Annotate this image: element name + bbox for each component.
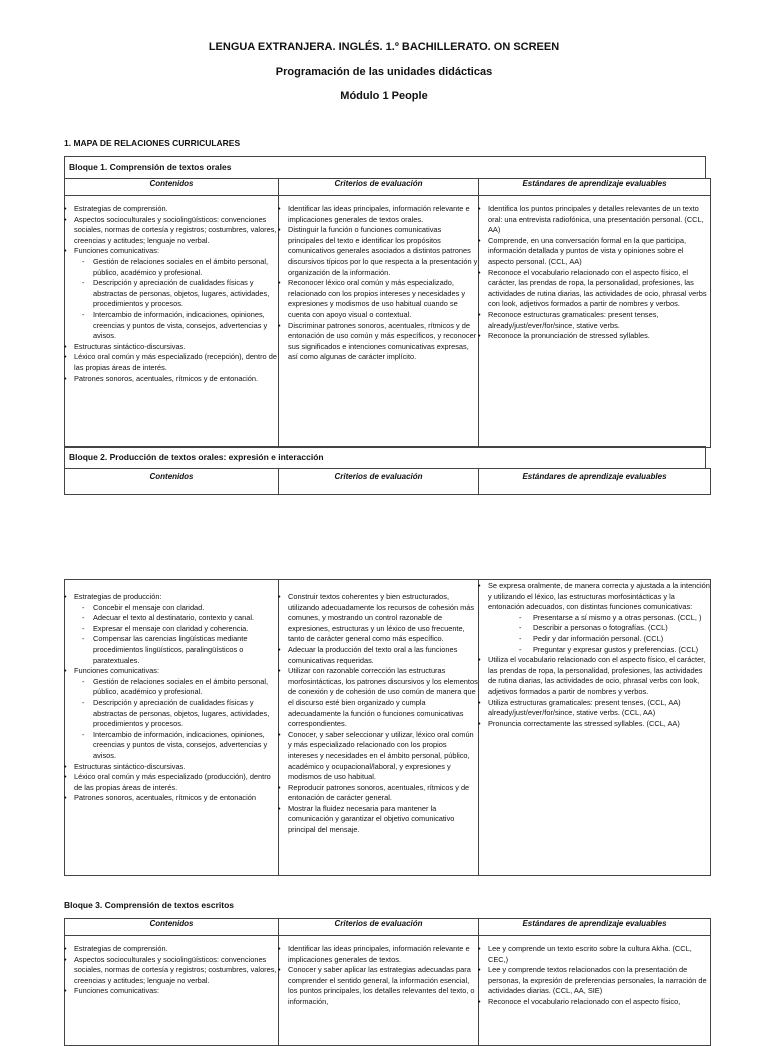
column-criterios: Criterios de evaluación [279,919,479,936]
list-item: - Concebir el mensaje con claridad. [65,603,278,614]
list-item: - Preguntar y expresar gustos y preferencias. (CCL) [479,645,710,656]
block-3-criterios [279,944,478,1008]
block-3-table [64,918,711,1046]
block-2-estandares [479,581,710,729]
list-item: • Comprende, en una conversación formal en la que participa, información detallada y puntos de vista y opiniones sobre el aspecto personal. (CCL, AA) [479,236,710,268]
list-item: • Construir textos coherentes y bien estructurados, utilizando adecuadamente los recursos de cohesión más comunes, y mostrando un control razonable de expresiones, estructuras y un léxico de uso frecuente, tanto de carácter general como más específico. [279,592,478,645]
list-item: • Lee y comprende un texto escrito sobre la cultura Akha. (CCL, CEC,) [479,944,710,965]
list-item: • Léxico oral común y más especializado (recepción), dentro de las propias áreas de interés. [65,352,278,373]
list-item: - Adecuar el texto al destinatario, contexto y canal. [65,613,278,624]
list-item: • Patrones sonoros, acentuales, rítmicos y de entonación. [65,374,278,385]
list-item: • Lee y comprende textos relacionados con la presentación de personas, la expresión de preferencias personales, la narración de actividades diarias. (CCL, AA, SIE) [479,965,710,997]
list-item: - Describir a personas o fotografías. (CCL) [479,623,710,634]
list-item: • Funciones comunicativas: [65,246,278,257]
list-item: • Pronuncia correctamente las stressed syllables. (CCL, AA) [479,719,710,730]
list-item: • Utilizar con razonable corrección las estructuras morfosintácticas, los patrones discursivos y los elementos de conexión y de cohesión de uso común de manera que el discurso esté bien organizado y cumpla adecuadamente la función o funciones comunicativas correspondientes. [279,666,478,730]
list-item: • Identificar las ideas principales, información relevante e implicaciones generales de textos. [279,944,478,965]
list-item: - Gestión de relaciones sociales en el ámbito personal, público, académico y profesional. [65,677,278,698]
list-item: • Reconoce estructuras gramaticales: present tenses, already/just/ever/for/since, stative verbs. [479,310,710,331]
document-title: LENGUA EXTRANJERA. INGLÉS. 1.º BACHILLERATO. ON SCREEN [208,41,560,53]
list-item: • Reconoce la pronunciación de stressed syllables. [479,331,710,342]
block-2-criterios [279,592,478,836]
block-2-table [64,579,711,876]
block-3-title: Bloque 3. Comprensión de textos escritos [64,900,235,910]
column-estandares: Estándares de aprendizaje evaluables [479,919,711,936]
list-item: - Pedir y dar información personal. (CCL) [479,634,710,645]
list-item: - Gestión de relaciones sociales en el ámbito personal, público, académico y profesional. [65,257,278,278]
list-item: - Compensar las carencias lingüísticas mediante procedimientos lingüísticos, paralingüísticos o paratextuales. [65,634,278,666]
list-item: • Estrategias de producción: [65,592,278,603]
list-item: • Conocer y saber aplicar las estrategias adecuadas para comprender el sentido general, la información esencial, los puntos principales, los detalles relevantes del texto, o información, [279,965,478,1007]
list-item: - Descripción y apreciación de cualidades físicas y abstractas de personas, objetos, lugares, actividades, procedimientos y procesos. [65,698,278,730]
column-contenidos: Contenidos [65,919,279,936]
block-1-criterios [279,204,478,363]
list-item: • Patrones sonoros, acentuales, rítmicos y de entonación [65,793,278,804]
block-2-contenidos [65,592,278,804]
list-item: • Mostrar la fluidez necesaria para mantener la comunicación y garantizar el objetivo comunicativo principal del mensaje. [279,804,478,836]
list-item: • Estructuras sintáctico-discursivas. [65,342,278,353]
list-item: • Adecuar la producción del texto oral a las funciones comunicativas requeridas. [279,645,478,666]
list-item: • Aspectos socioculturales y sociolingüísticos: convenciones sociales, normas de cortesía y registros; costumbres, valores, creencias y actitudes; lenguaje no verbal. [65,215,278,247]
list-item: • Aspectos socioculturales y sociolingüísticos: convenciones sociales, normas de cortesía y registros; costumbres, valores, creencias y actitudes; lenguaje no verbal. [65,955,278,987]
column-contenidos: Contenidos [65,179,279,196]
block-2-title: Bloque 2. Producción de textos orales: expresión e interacción [64,446,706,468]
list-item: • Funciones comunicativas: [65,986,278,997]
list-item: • Funciones comunicativas: [65,666,278,677]
column-estandares: Estándares de aprendizaje evaluables [479,469,711,495]
module-title: Módulo 1 People [340,90,428,102]
list-item: • Discriminar patrones sonoros, acentuales, rítmicos y de entonación de uso común y más específicos, y reconocer sus significados e intenciones comunicativas expresas, así como algunas de carácter implícito. [279,321,478,363]
list-item: • Estructuras sintáctico-discursivas. [65,762,278,773]
block-1-table [64,178,711,448]
list-item: • Conocer, y saber seleccionar y utilizar, léxico oral común y más especializado relacionado con los propios intereses y necesidades en el ámbito personal, público, académico y ocupacional/laboral, y expresiones y modismos de uso habitual. [279,730,478,783]
list-item: • Léxico oral común y más especializado (producción), dentro de las propias áreas de interés. [65,772,278,793]
list-item: • Distinguir la función o funciones comunicativas principales del texto e identificar los propósitos comunicativos generales asociados a distintos patrones discursivos típicos por lo que respecta a la presentación y organización de la información. [279,225,478,278]
list-item: - Descripción y apreciación de cualidades físicas y abstractas de personas, objetos, lugares, actividades, procedimientos y procesos. [65,278,278,310]
list-item: - Presentarse a sí mismo y a otras personas. (CCL, ) [479,613,710,624]
list-item: • Se expresa oralmente, de manera correcta y ajustada a la intención y utilizando el léxico, las estructuras morfosintácticas y la entonación adecuados, con distintas funciones comunicativas: [479,581,710,613]
list-item: • Reconocer léxico oral común y más especializado, relacionado con los propios intereses y necesidades y expresiones y modismos de uso habitual cuando se cuenta con apoyo visual o contextual. [279,278,478,320]
column-criterios: Criterios de evaluación [279,179,479,196]
block-3-estandares [479,944,710,1008]
list-item: - Intercambio de información, indicaciones, opiniones, creencias y puntos de vista, consejos, advertencias y avisos. [65,310,278,342]
column-contenidos: Contenidos [65,469,279,495]
list-item: • Reconoce el vocabulario relacionado con el aspecto físico, [479,997,710,1008]
list-item: • Reconoce el vocabulario relacionado con el aspecto físico, el carácter, las prendas de ropa, la personalidad, profesiones, las actividades de rutina diarias, las actividades de ocio, phrasal verbs con look, adjetivos formados a partir de nombres y verbos. [479,268,710,310]
list-item: • Utiliza el vocabulario relacionado con el aspecto físico, el carácter, las prendas de ropa, la personalidad, profesiones, las actividades de rutina diarias, las actividades de ocio, phrasal verbs con look, adjetivos formados a partir de nombres y verbos. [479,655,710,697]
list-item: - Intercambio de información, indicaciones, opiniones, creencias y puntos de vista, consejos, advertencias y avisos. [65,730,278,762]
list-item: - Expresar el mensaje con claridad y coherencia. [65,624,278,635]
list-item: • Estrategias de comprensión. [65,944,278,955]
column-criterios: Criterios de evaluación [279,469,479,495]
block-2-header-table [64,468,711,495]
section-heading: 1. MAPA DE RELACIONES CURRICULARES [64,138,241,148]
list-item: • Utiliza estructuras gramaticales: present tenses, (CCL, AA) already/just/ever/for/since, stative verbs. (CCL, AA) [479,698,710,719]
block-3-contenidos [65,944,278,997]
list-item: • Estrategias de comprensión. [65,204,278,215]
document-subtitle: Programación de las unidades didácticas [275,66,493,78]
column-estandares: Estándares de aprendizaje evaluables [479,179,711,196]
list-item: • Reproducir patrones sonoros, acentuales, rítmicos y de entonación de carácter general. [279,783,478,804]
block-1-contenidos [65,204,278,384]
list-item: • Identificar las ideas principales, información relevante e implicaciones generales de textos orales. [279,204,478,225]
list-item: • Identifica los puntos principales y detalles relevantes de un texto oral: una entrevista radiofónica, una presentación personal. (CCL, AA) [479,204,710,236]
block-1-title: Bloque 1. Comprensión de textos orales [64,156,706,178]
block-1-estandares [479,204,710,342]
